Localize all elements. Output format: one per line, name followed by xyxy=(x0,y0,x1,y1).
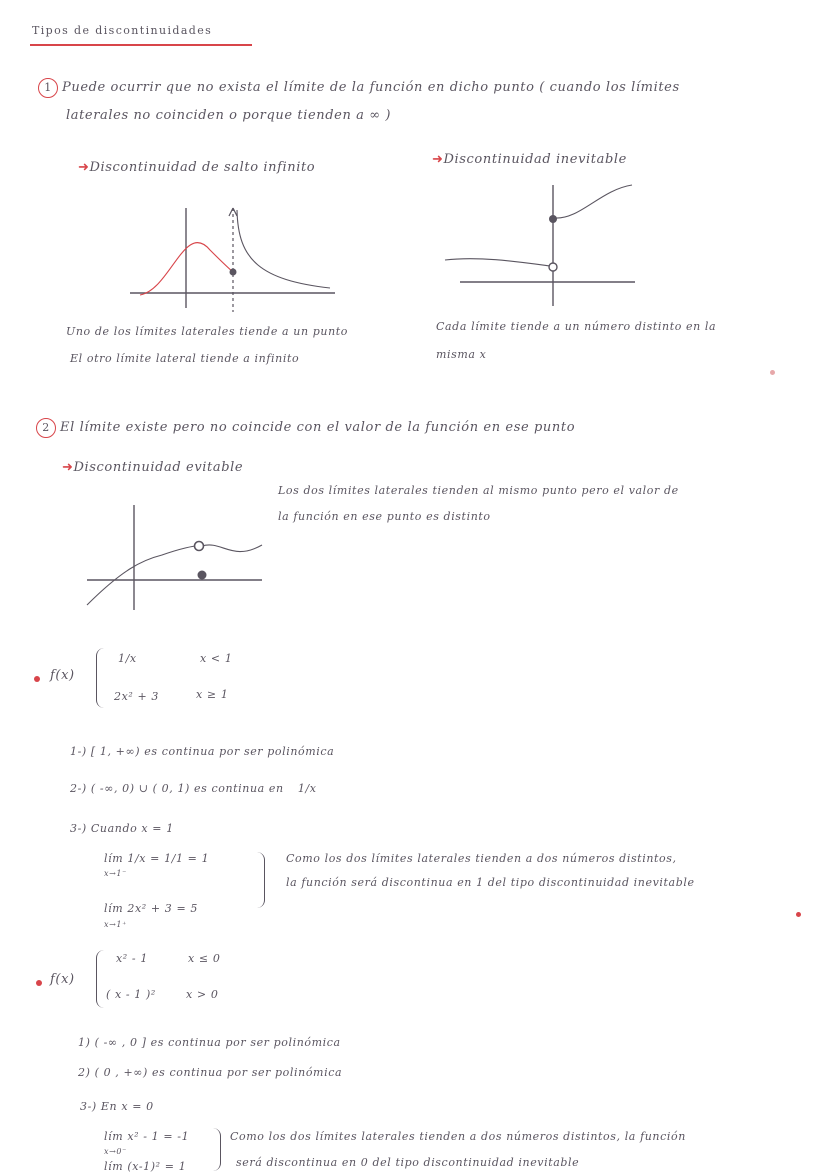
right-caption2: misma x xyxy=(436,348,487,361)
title-underline xyxy=(30,44,252,46)
example2-step3: 3-) En x = 0 xyxy=(80,1100,154,1113)
example1-right-brace xyxy=(256,852,265,908)
section2-heading-text: Discontinuidad evitable xyxy=(73,460,244,475)
example1-lim2: lím 2x² + 3 = 5 xyxy=(104,902,198,915)
example1-conclusion2: la función será discontinua en 1 del tipo discontinuidad inevitable xyxy=(286,876,695,889)
arrow-right-icon: ➜ xyxy=(78,160,90,175)
example2-case1-expr: x² - 1 xyxy=(116,952,148,965)
bullet-example1 xyxy=(34,676,40,682)
example1-step1: 1-) [ 1, +∞) es continua por ser polinómica xyxy=(70,745,335,758)
example1-case1-expr: 1/x xyxy=(118,652,137,665)
example1-step2 xyxy=(70,782,317,795)
example2-label: f(x) xyxy=(50,972,75,987)
example1-conclusion1: Como los dos límites laterales tienden a dos números distintos, xyxy=(286,852,677,865)
right-caption1: Cada límite tiende a un número distinto en la xyxy=(436,320,717,333)
left-caption2: El otro límite lateral tiende a infinito xyxy=(70,352,300,365)
example1-brace xyxy=(96,648,105,708)
example2-brace xyxy=(96,950,105,1008)
example2-case1-cond: x ≤ 0 xyxy=(188,952,221,965)
example2-lim1: lím x² - 1 = -1 xyxy=(104,1130,190,1143)
left-caption1: Uno de los límites laterales tiende a un punto xyxy=(66,325,349,338)
right-heading-text: Discontinuidad inevitable xyxy=(443,152,627,167)
faint-mark xyxy=(796,912,801,917)
example2-step1: 1) ( -∞ , 0 ] es continua por ser polinómica xyxy=(78,1036,341,1049)
arrow-right-icon: ➜ xyxy=(62,460,74,475)
left-heading xyxy=(78,160,315,175)
section1-line2: laterales no coinciden o porque tienden a ∞ ) xyxy=(66,108,392,123)
section2-line1 xyxy=(36,418,575,438)
example1-case2-cond: x ≥ 1 xyxy=(196,688,229,701)
example1-case1-cond: x < 1 xyxy=(200,652,233,665)
graph-inevitable xyxy=(440,180,640,310)
section2-heading xyxy=(62,460,243,475)
section1-number: 1 xyxy=(38,78,58,98)
example2-right-brace xyxy=(212,1128,221,1171)
section1-text1: Puede ocurrir que no exista el límite de la función en dicho punto ( cuando los límites xyxy=(62,80,680,95)
example2-lim1-sub: x→0⁻ xyxy=(104,1147,127,1156)
graph-infinite-jump xyxy=(130,200,340,320)
example1-lim1-sub: x→1⁻ xyxy=(104,869,127,878)
section1-line1 xyxy=(38,78,680,98)
section2-text1: El límite existe pero no coincide con el valor de la función en ese punto xyxy=(60,420,576,435)
right-heading xyxy=(432,152,627,167)
section2-number: 2 xyxy=(36,418,56,438)
example1-step3: 3-) Cuando x = 1 xyxy=(70,822,174,835)
example1-step2-text: 2-) ( -∞, 0) ∪ ( 0, 1) es continua en xyxy=(70,782,284,795)
section2-caption2: la función en ese punto es distinto xyxy=(278,510,491,523)
example1-case2-expr: 2x² + 3 xyxy=(114,690,160,703)
example2-step2: 2) ( 0 , +∞) es continua por ser polinómica xyxy=(78,1066,343,1079)
example1-lim2-sub: x→1⁺ xyxy=(104,920,127,929)
graph-removable xyxy=(82,500,272,615)
example1-lim1: lím 1/x = 1/1 = 1 xyxy=(104,852,210,865)
example2-case2-cond: x > 0 xyxy=(186,988,219,1001)
bullet-example2 xyxy=(36,980,42,986)
faint-mark xyxy=(770,370,775,375)
example2-conclusion1: Como los dos límites laterales tienden a dos números distintos, la función xyxy=(230,1130,686,1143)
example2-case2-expr: ( x - 1 )² xyxy=(106,988,156,1001)
example2-partial-line: lím (x-1)² = 1 xyxy=(104,1160,187,1173)
example1-label: f(x) xyxy=(50,668,75,683)
example2-conclusion2: será discontinua en 0 del tipo discontinuidad inevitable xyxy=(236,1156,580,1169)
page-title: Tipos de discontinuidades xyxy=(32,24,213,37)
left-heading-text: Discontinuidad de salto infinito xyxy=(89,160,316,175)
example1-step2-fraction: 1/x xyxy=(297,782,317,795)
arrow-right-icon: ➜ xyxy=(432,152,444,167)
section2-caption1: Los dos límites laterales tienden al mismo punto pero el valor de xyxy=(278,484,679,497)
